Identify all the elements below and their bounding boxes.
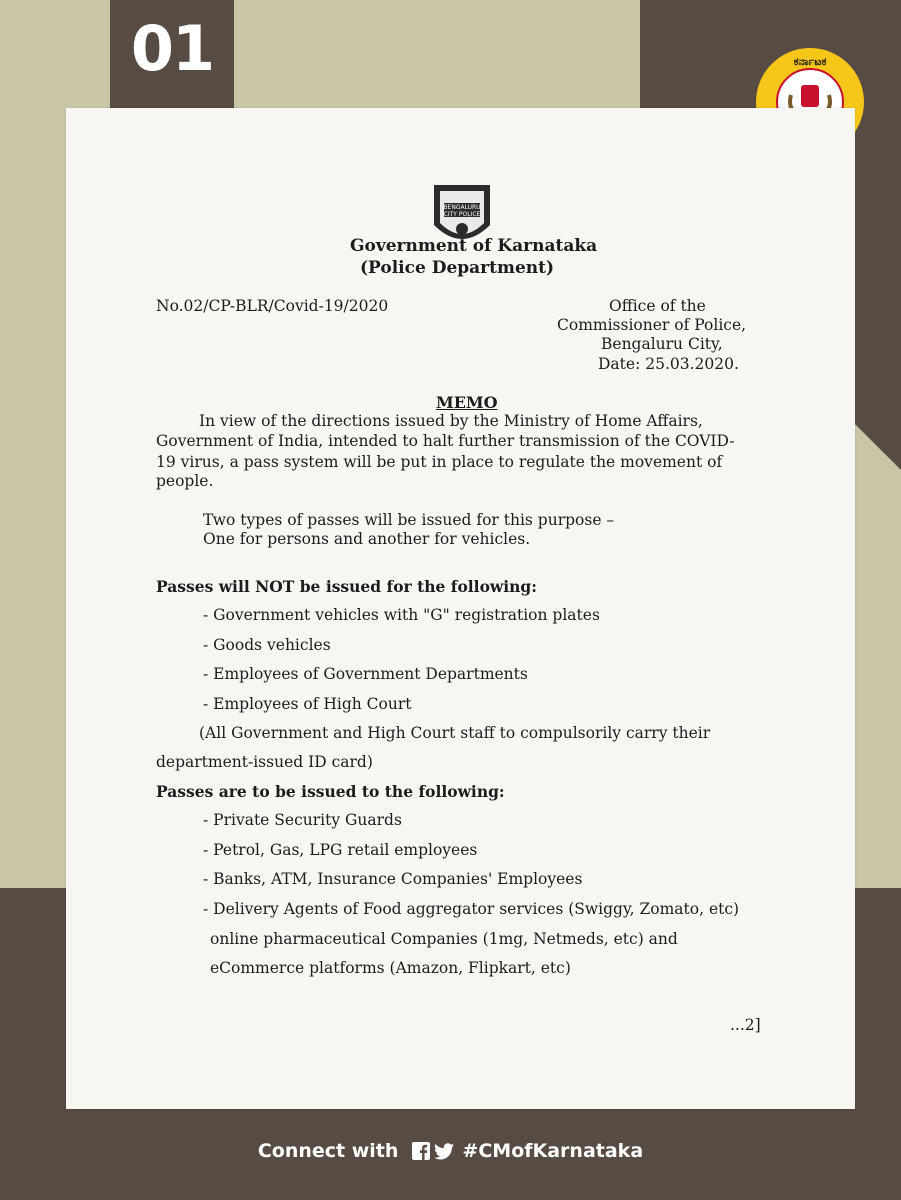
logo-text-bottom: CITY POLICE: [443, 211, 481, 218]
page-continuation-marker: ...2]: [730, 1016, 761, 1034]
logo-text-top: BENGALURU: [443, 204, 481, 211]
not-issued-note: department-issued ID card): [156, 753, 373, 771]
emblem-top-text: ಕರ್ನಾಟಕ: [793, 55, 827, 68]
pass-types-line: Two types of passes will be issued for this purpose –: [203, 511, 615, 529]
pass-types-line: One for persons and another for vehicles.: [203, 530, 531, 548]
intro-line: people.: [156, 472, 214, 490]
department-title: (Police Department): [360, 258, 555, 278]
memo-document: [66, 108, 855, 1109]
intro-line: Government of India, intended to halt further transmission of the COVID-: [156, 432, 735, 450]
government-title: Government of Karnataka: [350, 236, 598, 256]
social-icons: [412, 1142, 454, 1160]
issued-continuation: eCommerce platforms (Amazon, Flipkart, etc): [210, 959, 571, 977]
issued-item: - Banks, ATM, Insurance Companies' Employees: [203, 870, 583, 888]
office-line: Commissioner of Police,: [557, 316, 747, 334]
issued-item: - Private Security Guards: [203, 811, 402, 829]
office-line: Office of the: [609, 297, 706, 315]
office-line: Bengaluru City,: [601, 335, 723, 353]
footer-hashtag[interactable]: #CMofKarnataka: [462, 1140, 644, 1162]
not-issued-heading: Passes will NOT be issued for the following:: [156, 577, 537, 596]
intro-line: 19 virus, a pass system will be put in place to regulate the movement of: [156, 453, 723, 471]
page-number: 01: [130, 12, 214, 85]
intro-line: In view of the directions issued by the Ministry of Home Affairs,: [199, 412, 703, 430]
footer: [0, 1140, 901, 1162]
not-issued-item: - Employees of High Court: [203, 695, 412, 713]
footer-label: Connect with: [257, 1140, 399, 1162]
facebook-icon[interactable]: [412, 1142, 430, 1160]
not-issued-item: - Employees of Government Departments: [203, 665, 528, 683]
issued-item: - Delivery Agents of Food aggregator services (Swiggy, Zomato, etc): [203, 900, 740, 918]
reference-number: No.02/CP-BLR/Covid-19/2020: [156, 297, 389, 315]
issued-item: - Petrol, Gas, LPG retail employees: [203, 841, 478, 859]
not-issued-item: - Government vehicles with "G" registration plates: [203, 606, 600, 624]
not-issued-item: - Goods vehicles: [203, 636, 331, 654]
twitter-icon[interactable]: [434, 1143, 454, 1160]
memo-date: Date: 25.03.2020.: [598, 355, 739, 373]
issued-continuation: online pharmaceutical Companies (1mg, Netmeds, etc) and: [210, 930, 678, 948]
issued-heading: Passes are to be issued to the following:: [156, 782, 505, 801]
not-issued-note: (All Government and High Court staff to compulsorily carry their: [199, 724, 711, 742]
memo-title: MEMO: [436, 393, 498, 412]
